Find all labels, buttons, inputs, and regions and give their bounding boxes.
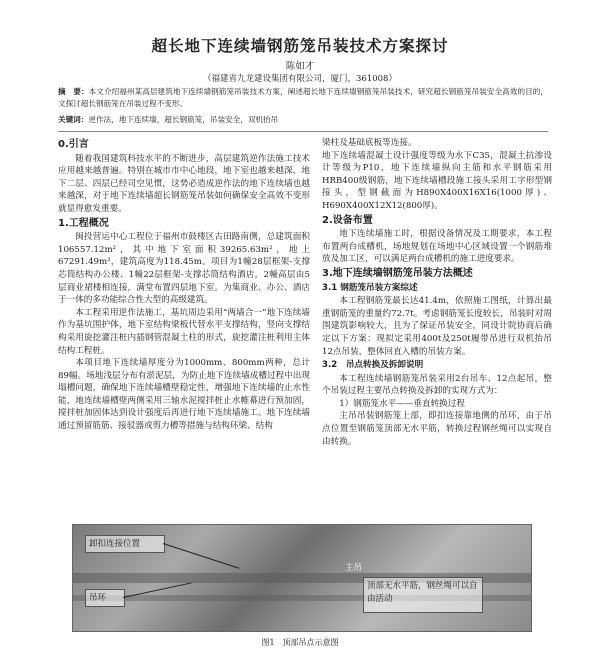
section-heading-introduction: 0.引言 xyxy=(58,139,89,150)
keywords xyxy=(58,114,548,126)
paragraph: 本项目地下连续墙厚度分为1000mm、800mm两种，总计89幅。场地浅层分布有淤泥层，为防止地下连续墙成槽过程中出现塌槽问题，确保地下连续墙槽壁稳定性，增强地下连续墙的止水性能，地连续墙槽壁两侧采用三轴水泥搅拌桩止水帷幕进行预加固，搅拌桩加固体达到设计强度后再进行地下连续墙施工。地下连续墙通过预留筋筋、接驳器或剪力槽等措施与结构环梁、结构 xyxy=(58,358,310,432)
figure-label-lifting-ring: 吊环 xyxy=(89,593,107,603)
author: 陈如才 xyxy=(285,61,315,72)
header-divider xyxy=(58,131,548,132)
section-heading-project-overview: 1.工程概况 xyxy=(58,217,109,229)
figure-label-shackle: 卸扣连接位置 xyxy=(89,539,141,549)
figure-label-top-no-rebar: 顶部无水平筋，钢丝绳可以自由活动 xyxy=(367,581,478,604)
abstract xyxy=(58,86,548,110)
paragraph: 地下连续墙施工时，根据设备情况及工期要求，本工程布置两台成槽机，场地规划在场地中心区域设置一个钢筋堆放及加工区，可以满足两台成槽机的施工进度要求。 xyxy=(322,229,552,265)
abstract-text: 本文介绍福州某高层建筑地下连续墙钢筋笼吊装技术方案，阐述超长地下连续墙钢筋笼吊装技术，研究超长钢筋笼吊装安全高效的目的，文探讨超长钢筋笼在吊装过程不变形。 xyxy=(58,87,549,108)
left-column xyxy=(58,137,310,433)
abstract-label: 摘 要： xyxy=(58,87,89,96)
paragraph: 梁柱及基础底板等连接。 xyxy=(322,138,417,148)
right-column xyxy=(322,137,552,448)
subsection-heading-3-1: 3.1 钢筋笼吊装方案综述 xyxy=(322,282,418,293)
figure-caption: 图1 顶部吊点示意图 xyxy=(261,638,339,647)
list-item: 1）钢筋笼水平——垂直转换过程 xyxy=(339,398,465,409)
affiliation: （福建省九龙建设集团有限公司，厦门，361008） xyxy=(203,74,397,84)
paragraph: 闽投营运中心工程位于福州市鼓楼区古田路南侧，总建筑面积106557.12m²，其中地下室面积39265.63m²，地上67291.49m²，建筑高度为118.45m。项目为1幢28层框架-支撑芯筒结构办公楼、1幢22层框架-支撑芯筒结构酒店，2幢高层由5层商业裙楼相连接，满堂布置四层地下室。为集商业、办公、酒店于一体的多功能综合性大型的高级建筑。 xyxy=(58,232,310,306)
paper-title: 超长地下连续墙钢筋笼吊装技术方案探讨 xyxy=(151,37,449,55)
figure-label-main-hook: 主吊 xyxy=(345,563,363,573)
figure-photo xyxy=(72,524,532,632)
section-heading-lifting-method: 3.地下连续墙钢筋笼吊装方法概述 xyxy=(322,267,473,279)
paragraph: 本工程采用逆作法施工，基坑周边采用“两墙合一”地下连续墙作为基坑围护体，地下室结构梁板代替水平支撑结构，竖向支撑结构采用旋挖灌注桩内插钢管混凝土柱的形式，旋挖灌注桩利用主体结构工程桩。 xyxy=(58,307,310,356)
paragraph: 随着我国建筑科技水平的不断进步，高层建筑逆作法施工技术应用越来越普遍。特别在城市市中心地段，地下室也越来越深，地下二层、四层已经司空见惯，这势必造成逆作法的地下连续墙也越来越深，对于地下连续墙超长钢筋笼吊装如何确保安全高效不变形就显得愈发重要。 xyxy=(58,153,310,214)
paragraph: 地下连续墙混凝土设计强度等级为水下C35，混凝土抗渗设计等级为P10，地下连续墙纵向主筋和水平钢筋采用HRB400级钢筋，地下连续墙槽段施工接头采用工字形型钢接头，型钢截面为H890X400X16X16(1000厚)、H690X400X12X12(800厚)。 xyxy=(322,150,552,211)
paragraph: 本工程连续墙钢筋笼吊装采用2台吊车、12点起吊，整个吊装过程主要吊点转换及拆卸的实现方式为： xyxy=(322,373,552,397)
paragraph: 主吊吊装钢筋笼上部，即扣连接靠地侧的吊环，由于吊点位置至钢筋笼顶部无水平筋，转换过程钢丝绳可以实现自由转换。 xyxy=(322,411,552,447)
paragraph: 本工程钢筋笼最长达41.4m，依照施工图纸，计算出最重钢筋笼的重量约72.7t。考虑钢筋笼长度较长，吊装时对周围建筑影响较大，且为了保证吊装安全，同设计院协商后确定以下方案：现拟定采用400t及250t履带吊进行双机抬吊12点吊装，整体回直入槽的吊装方案。 xyxy=(322,296,552,357)
keywords-label: 关键词： xyxy=(58,115,89,124)
callout-arrow xyxy=(163,543,239,569)
section-heading-equipment: 2.设备布置 xyxy=(322,214,373,226)
keywords-text: 逆作法，地下连续墙，超长钢筋笼，吊装安全，双机抬吊 xyxy=(88,115,279,124)
subsection-heading-3-2: 3.2 吊点转换及拆卸说明 xyxy=(322,360,424,371)
